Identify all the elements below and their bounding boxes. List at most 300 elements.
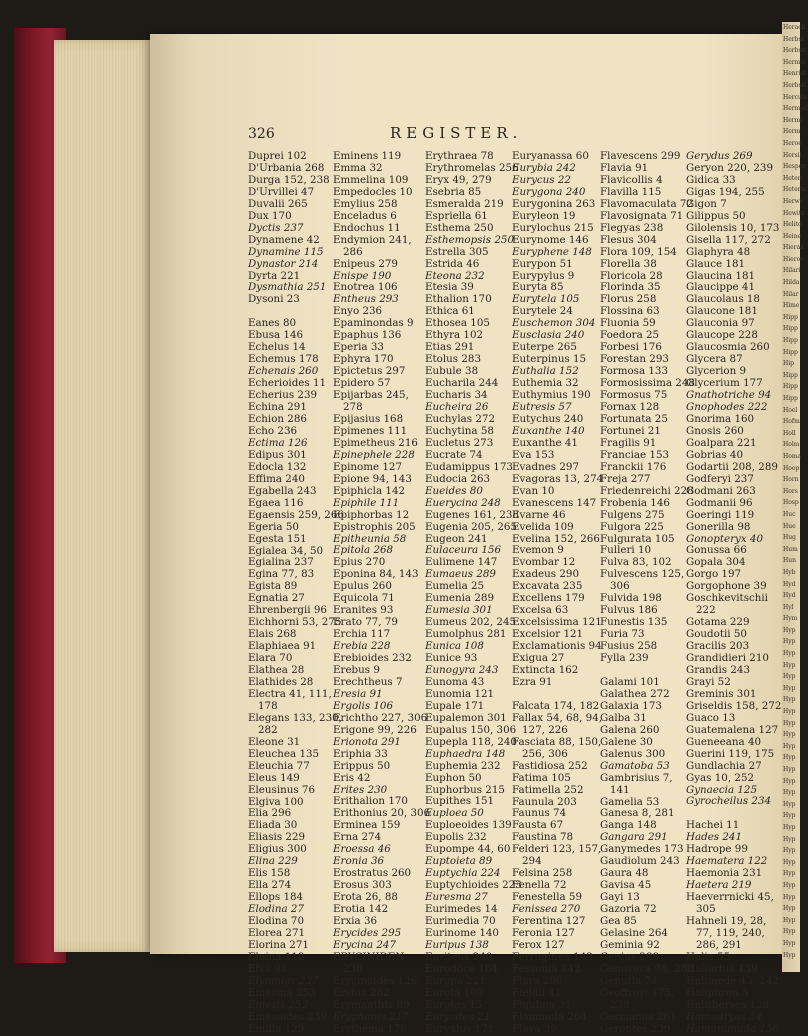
index-entry: Hamanumida 150	[686, 1022, 779, 1035]
index-entry: D'Urbania 268	[248, 161, 325, 174]
facing-page-entry-fragment: Heteri	[783, 174, 803, 182]
index-entry: Enipeus 279	[333, 257, 398, 270]
index-entry: Erchia 117	[333, 628, 391, 641]
index-entry: Endymion 241,	[333, 233, 412, 246]
facing-page-entry-fragment: Hyp	[783, 742, 796, 750]
index-entry: Erostratus 260	[333, 867, 412, 880]
index-entry: Goalpara 221	[686, 436, 757, 449]
index-entry: Galami 101	[600, 675, 660, 688]
index-entry: Euthymius 190	[512, 389, 591, 402]
facing-page-entry-fragment: Hyd	[783, 580, 796, 588]
facing-page-entry-fragment: Heteroc	[783, 186, 808, 194]
index-entry: Equicola 71	[333, 592, 395, 605]
index-entry: Fausta 67	[512, 819, 564, 832]
index-entry: Elia 296	[248, 807, 292, 820]
index-entry: Euphemia 232	[425, 759, 501, 772]
index-entry: Eutresis 57	[512, 401, 572, 414]
facing-page-entry-fragment: Hipp	[783, 371, 798, 379]
index-entry: Evelina 152, 266	[512, 532, 600, 545]
index-entry: Fusius 258	[600, 640, 658, 653]
index-entry: Egaensis 259, 266	[248, 508, 344, 521]
index-entry: Flavescens 299	[600, 150, 681, 162]
index-entry: Erylus 282	[333, 986, 390, 999]
index-entry: Euthalia 152	[512, 365, 579, 378]
index-entry: Halitherses 138	[686, 998, 770, 1011]
index-entry: Euschemon 304	[512, 317, 596, 330]
index-entry: Flavia 91	[600, 161, 649, 174]
index-entry: Greminis 301	[686, 687, 757, 700]
index-entry: Fulvus 186	[600, 604, 658, 617]
index-entry: Fulleri 10	[600, 544, 652, 557]
index-entry: Eumaeus 289	[425, 568, 496, 581]
facing-page-entry-fragment: Hermod	[783, 105, 808, 113]
index-entry: Emma 32	[333, 161, 383, 174]
facing-page-entry-fragment: Hyp	[783, 928, 796, 936]
index-entry: Ganga 148	[600, 819, 657, 832]
facing-page-entry-fragment: Hieros	[783, 255, 804, 263]
index-entry: Duprei 102	[248, 150, 307, 162]
index-entry: Evombar 12	[512, 556, 576, 569]
facing-page-entry-fragment: Hyp	[783, 823, 796, 831]
index-entry: Euryades 21	[425, 1010, 491, 1023]
index-entry: Haliphron 5	[686, 986, 749, 999]
index-entry: Gnosis 260	[686, 424, 744, 437]
index-entry: Eroessa 46	[333, 843, 391, 856]
index-entry: Eunomia 121	[425, 687, 495, 700]
index-entry: Gyas 10, 252	[686, 771, 755, 784]
index-entry: Euploeoides 139	[425, 819, 512, 832]
index-entry: Epione 94, 143	[333, 472, 412, 485]
index-entry: Erota 26, 88	[333, 891, 398, 904]
index-entry: Hahneli 19, 28,	[686, 915, 767, 928]
index-entry: Etias 291	[425, 341, 475, 354]
index-entry: Gnorima 160	[686, 412, 755, 425]
index-entry: Glycerion 9	[686, 365, 747, 378]
index-entry: Epistrophis 205	[333, 520, 416, 533]
index-entry: Erippus 50	[333, 759, 391, 772]
index-entry: Ethalion 170	[425, 293, 492, 306]
facing-page-entry-fragment: Hyd	[783, 592, 796, 600]
facing-page-entry-fragment: Horn	[783, 476, 799, 484]
index-entry: Felsina 258	[512, 867, 573, 880]
index-entry: Eulaceura 156	[425, 544, 502, 557]
index-entry: Genius 288	[600, 950, 660, 963]
index-entry: Edipus 301	[248, 448, 307, 461]
index-entry: Ferox 127	[512, 938, 565, 951]
index-entry: Epius 270	[333, 556, 386, 569]
index-entry: Eleuchia 77	[248, 759, 310, 772]
index-entry: Geminia 92	[600, 938, 660, 951]
index-entry: Erites 230	[333, 783, 388, 796]
index-entry: Eucletus 273	[425, 436, 494, 449]
index-entry: Ergolis 106	[333, 699, 394, 712]
index-entry: Echion 286	[248, 413, 307, 426]
facing-page-entry-fragment: Hyp	[783, 719, 796, 727]
index-entry: Falcata 174, 182	[512, 699, 600, 712]
index-entry: Gueneeana 40	[686, 735, 762, 748]
index-entry: Gigas 194, 255	[686, 185, 765, 198]
index-entry: Genutia 74	[600, 974, 658, 987]
index-entry: Flesus 304	[600, 233, 657, 246]
facing-page-entry-fragment: Heine	[783, 232, 802, 240]
index-entry: Eumesia 301	[425, 604, 493, 617]
facing-page-entry-fragment: Hyp	[783, 777, 796, 785]
index-column-4	[512, 151, 603, 1036]
index-entry: Fulvescens 125,	[600, 568, 685, 581]
index-entry: Elaphiaea 91	[248, 640, 317, 653]
index-column-3	[425, 151, 522, 1036]
index-column-5	[600, 151, 695, 1036]
facing-page-entry-fragment: Herbsti	[783, 47, 806, 55]
index-entry: Evanescens 147	[512, 496, 597, 509]
facing-page-entry-fragment: Hyp	[783, 800, 796, 808]
index-entry: Eranites 93	[333, 604, 394, 617]
facing-page-entry-fragment: Hyp	[783, 939, 796, 947]
index-entry: Eueides 80	[425, 484, 483, 497]
facing-page-entry-fragment: Herbsti	[783, 81, 806, 89]
index-entry: Enotrea 106	[333, 281, 398, 294]
index-entry: Franckii 176	[600, 460, 667, 473]
index-entry: Erythema 178	[333, 1022, 407, 1035]
index-entry: Eurynome 146	[512, 233, 589, 246]
index-entry: Enyo 236	[333, 305, 383, 318]
index-entry: Ethosea 105	[425, 317, 490, 330]
index-entry: Emylius 258	[333, 197, 398, 210]
index-entry: Fulgora 225	[600, 520, 664, 533]
index-entry: Erebus 9	[333, 663, 380, 676]
facing-page-entry-fragment: Hun	[783, 557, 796, 565]
index-entry: Elorina 271	[248, 938, 309, 951]
index-entry: Egista 89	[248, 580, 298, 593]
running-head: REGISTER.	[390, 124, 523, 142]
facing-page-entry-fragment: Hyp	[783, 870, 796, 878]
index-entry: Euthemia 32	[512, 377, 579, 390]
index-entry: Epictetus 297	[333, 365, 406, 378]
index-entry: Elodina 27	[248, 903, 305, 916]
index-entry: Euerycina 248	[425, 496, 501, 509]
index-entry: Elara 70	[248, 652, 293, 665]
index-entry: Haetera 219	[686, 879, 752, 892]
index-entry: Gaura 48	[600, 867, 649, 880]
index-entry: Elina 229	[248, 855, 298, 868]
facing-page-entry-fragment: Huc	[783, 510, 796, 518]
index-entry: Gamatoba 53	[600, 759, 670, 772]
index-entry: Forestan 293	[600, 353, 669, 366]
index-entry: Goeringi 119	[686, 508, 755, 521]
index-entry: Formosus 75	[600, 389, 668, 402]
facing-page-entry-fragment: Hym	[783, 615, 798, 623]
index-entry: Gonerilla 98	[686, 520, 751, 533]
facing-page-entry-fragment: Hewits	[783, 209, 805, 217]
index-entry: Glaucone 181	[686, 305, 758, 318]
facing-page-entry-fragment: Hug	[783, 534, 796, 542]
index-entry: Ferentina 127	[512, 915, 586, 928]
page-number: 326	[248, 126, 275, 142]
index-entry: ERYCINIDEN	[333, 950, 405, 963]
index-entry: Flossina 63	[600, 305, 660, 318]
index-entry: Esthemopsis 250	[425, 233, 515, 246]
index-entry: Euriteus 240	[425, 950, 493, 963]
index-entry: Eriphia 33	[333, 747, 388, 760]
index-entry: Gazoria 72	[600, 903, 657, 916]
index-entry: Eminens 119	[333, 150, 402, 162]
index-entry: Glycerium 177	[686, 377, 763, 390]
facing-page-entry-fragment: Hipp	[783, 325, 798, 333]
index-entry: Erebioides 232	[333, 652, 412, 665]
index-entry: Eucharila 244	[425, 377, 499, 390]
index-entry: Goschkevitschii	[686, 592, 768, 605]
index-entry: Esthema 250	[425, 221, 494, 234]
index-entry: Gundlachia 27	[686, 759, 762, 772]
index-entry: Eliada 30	[248, 819, 298, 832]
index-entry-continuation: 238	[610, 998, 630, 1011]
index-entry: Godmanii 96	[686, 496, 753, 509]
index-entry-continuation: 294	[522, 855, 542, 868]
index-entry: Fragilis 91	[600, 436, 657, 449]
index-entry: Euryalus 171	[425, 1022, 495, 1035]
index-entry: Grayi 52	[686, 675, 731, 688]
index-entry-continuation: 127, 226	[522, 723, 568, 736]
index-entry: Elymnias 237	[248, 974, 319, 987]
index-entry: Egabella 243	[248, 484, 317, 497]
facing-page-entry-fragment: Herwo	[783, 197, 804, 205]
index-entry: Elathides 28	[248, 675, 314, 688]
index-entry-continuation: 286	[343, 245, 363, 258]
facing-page-entry-fragment: Hercula	[783, 93, 808, 101]
facing-page-entry-fragment: Hyl	[783, 603, 794, 611]
index-entry: Epidero 57	[333, 377, 391, 390]
index-entry: Excellens 179	[512, 592, 585, 605]
index-entry: Erionota 291	[333, 735, 401, 748]
index-entry: Eurycus 22	[512, 173, 571, 186]
index-entry: Enispe 190	[333, 269, 392, 282]
index-entry: Friedenreichi 228	[600, 484, 694, 497]
index-entry: Euryanassa 60	[512, 150, 589, 162]
index-entry: Epimenes 111	[333, 424, 408, 437]
index-entry: Evemon 9	[512, 544, 564, 557]
index-entry: Ella 274	[248, 879, 292, 892]
index-entry: Fatimella 252	[512, 783, 584, 796]
index-entry: Evagoras 13, 274	[512, 472, 604, 485]
facing-page-entry-fragment: Hipp	[783, 337, 798, 345]
index-entry: Euptychia 224	[425, 867, 501, 880]
index-entry: Dynamene 42	[248, 233, 320, 246]
index-entry: Emesoides 239	[248, 1010, 328, 1023]
index-entry: Felderi 123, 157,	[512, 843, 602, 856]
index-entry: Fenissea 270	[512, 903, 581, 916]
index-entry: Eichhorni 53, 275	[248, 616, 342, 629]
index-entry-continuation: 278	[343, 401, 363, 414]
facing-page-entry-fragment: Hipp	[783, 383, 798, 391]
index-entry: Glaucina 181	[686, 269, 756, 282]
index-entry: Egesta 151	[248, 532, 307, 545]
index-entry: Epijarbas 245,	[333, 389, 409, 402]
facing-page-entry-fragment: Hesper	[783, 163, 806, 171]
index-entry: Glaucolaus 18	[686, 293, 760, 306]
page-stack-edge	[54, 40, 152, 952]
index-entry: Eryphanis 217	[333, 1010, 409, 1023]
facing-page-entry-fragment: Hosp	[783, 499, 799, 507]
index-entry: Flava 39	[512, 1022, 557, 1035]
index-entry: Eronia 36	[333, 855, 385, 868]
index-entry: Erotia 142	[333, 903, 389, 916]
index-entry: Eurygona 240	[512, 185, 586, 198]
facing-page-entry-fragment: Henrici	[783, 70, 806, 78]
index-entry: Excelsissima 121	[512, 616, 602, 629]
index-entry: Evarne 46	[512, 508, 566, 521]
index-entry: Euptychioides 223	[425, 879, 522, 892]
index-entry: Eudamippus 173	[425, 460, 513, 473]
facing-page-entry-fragment: Hyp	[783, 916, 796, 924]
index-entry: Egialea 34, 50	[248, 544, 324, 557]
index-entry: Eugenes 161, 238	[425, 508, 519, 521]
index-entry: Epiphile 111	[333, 496, 400, 509]
index-entry: Florinda 35	[600, 281, 661, 294]
index-entry: Durga 152, 238	[248, 173, 330, 186]
facing-page-entry-fragment: Hyp	[783, 881, 796, 889]
index-entry: Hachei 11	[686, 819, 740, 832]
index-entry: Flavicollis 4	[600, 173, 663, 186]
index-entry: Erymanthis 89	[333, 998, 410, 1011]
index-entry: Elis 158	[248, 867, 291, 880]
index-entry: Eperia 33	[333, 341, 384, 354]
index-entry: Gracilis 203	[686, 640, 750, 653]
index-entry: Euryphene 148	[512, 245, 592, 258]
index-entry: Excavata 235	[512, 580, 583, 593]
index-entry: Euxanthe 140	[512, 424, 585, 437]
facing-page-entry-fragment: Hoop	[783, 464, 800, 472]
index-entry: Ethyra 102	[425, 329, 484, 342]
facing-page-entry-fragment: Hyp	[783, 626, 796, 634]
index-entry: Haemonia 231	[686, 867, 763, 880]
facing-page-entry-fragment: Herm	[783, 128, 801, 136]
index-entry: Eanes 80	[248, 317, 297, 330]
index-entry: Euxanthe 41	[512, 436, 578, 449]
index-entry: Gilolensis 10, 173	[686, 221, 780, 234]
index-entry: Ethica 61	[425, 305, 475, 318]
index-entry: Erycinoides 126	[333, 974, 418, 987]
index-entry: Edocla 132	[248, 460, 307, 473]
index-entry: Electra 41, 111,	[248, 687, 332, 700]
index-entry: Eumelia 25	[425, 580, 485, 593]
index-entry: Epiphorbas 12	[333, 508, 410, 521]
index-entry: Epaminondas 9	[333, 317, 414, 330]
index-entry: Elais 268	[248, 628, 297, 641]
index-entry-continuation: 222	[696, 604, 716, 617]
index-entry: Feronia 127	[512, 927, 575, 939]
index-entry: Excelsa 63	[512, 604, 569, 617]
index-entry: Gayi 13	[600, 891, 640, 904]
index-entry: Epiphicla 142	[333, 484, 406, 497]
index-entry: Eudocia 263	[425, 472, 491, 485]
index-entry: Elegans 133, 230,	[248, 711, 342, 724]
index-entry: Gnophodes 222	[686, 401, 768, 414]
index-entry: Excelsior 121	[512, 628, 584, 641]
index-entry: Eutychus 240	[512, 412, 584, 425]
index-entry: Eurinome 140	[425, 926, 499, 939]
index-entry: Floricola 28	[600, 269, 663, 282]
index-entry: Eurypylus 9	[512, 269, 575, 282]
index-entry: Gelasine 264	[600, 927, 668, 939]
index-entry: Ebusa 146	[248, 329, 304, 342]
index-entry: Gerontes 239	[600, 1022, 671, 1035]
index-entry: Halimede 43, 242	[686, 974, 779, 987]
index-entry: Esmeralda 219	[425, 197, 504, 210]
index-entry: Extincta 162	[512, 663, 579, 676]
index-entry: Emilia 129	[248, 1022, 305, 1035]
index-entry: Erxia 36	[333, 915, 378, 927]
index-entry: Guatemalena 127	[686, 723, 779, 736]
index-entry: Fessonia 142	[512, 962, 581, 975]
index-entry: Galenus 300	[600, 747, 666, 760]
facing-page-entry-fragment: Hierax	[783, 244, 804, 252]
index-entry: Echemus 178	[248, 353, 319, 366]
index-entry: Geoffroyi 175,	[600, 986, 675, 999]
index-entry: Eurytela 105	[512, 293, 580, 306]
index-entry: Erythraea 78	[425, 150, 494, 162]
index-entry: Egnatia 27	[248, 592, 305, 605]
index-entry: Erminea 159	[333, 819, 401, 832]
index-entry: Germanus 261	[600, 1010, 677, 1023]
index-entry: Euploea 50	[425, 807, 484, 820]
index-entry: Erithalion 170	[333, 795, 408, 808]
index-entry: Eupepla 118, 240	[425, 735, 517, 748]
index-entry: Euchytina 58	[425, 424, 494, 437]
index-entry-continuation: 178	[258, 699, 278, 712]
index-entry: Haematera 122	[686, 855, 768, 868]
index-entry: Eubule 38	[425, 365, 479, 378]
facing-page-entry-fragment: Hyp	[783, 661, 796, 669]
index-entry: Emmelina 109	[333, 173, 409, 186]
index-entry: Eucheira 26	[425, 401, 489, 414]
index-entry: Ephyra 170	[333, 353, 394, 366]
index-entry: Flora 109, 154	[600, 245, 677, 258]
index-entry: Egina 77, 83	[248, 568, 315, 581]
facing-page-entry-fragment: Hyp	[783, 812, 796, 820]
index-entry: Halia 55	[686, 950, 731, 963]
facing-page-entry-fragment: Hipp	[783, 313, 798, 321]
index-entry: Faustina 78	[512, 831, 574, 844]
index-entry: Echerioides 11	[248, 377, 327, 390]
index-entry: Entheus 293	[333, 293, 399, 306]
index-entry: Faunula 203	[512, 795, 577, 808]
index-entry: Gaudiolum 243	[600, 855, 680, 868]
index-entry: Fulgurata 105	[600, 532, 675, 545]
index-entry: Guaco 13	[686, 711, 736, 724]
index-entry: Godmani 263	[686, 484, 756, 497]
index-entry: Erichtho 227, 306	[333, 711, 428, 724]
index-entry: Franciae 153	[600, 448, 670, 461]
index-entry: Fulvida 198	[600, 592, 662, 605]
index-entry: Eurimedia 70	[425, 915, 496, 927]
index-entry: Dyrta 221	[248, 269, 301, 282]
index-entry: Eris 42	[333, 771, 371, 784]
facing-page-entry-fragment: Hyb	[783, 568, 796, 576]
index-entry: Echina 291	[248, 401, 307, 414]
index-entry: Gynaecia 125	[686, 783, 758, 796]
index-entry: Elathea 28	[248, 664, 305, 677]
index-entry: Echo 236	[248, 424, 298, 437]
index-entry: Euchylas 272	[425, 412, 496, 425]
index-entry: Dysmathia 251	[248, 281, 327, 294]
index-entry: Evelida 109	[512, 520, 574, 533]
index-entry: Euphorbus 215	[425, 783, 505, 796]
index-entry: Eupolis 232	[425, 831, 487, 844]
index-entry: Eulimene 147	[425, 556, 498, 569]
index-entry: Glaucippe 41	[686, 281, 756, 294]
index-entry: Flammula 264	[512, 1010, 588, 1023]
index-entry: Galene 30	[600, 735, 653, 748]
